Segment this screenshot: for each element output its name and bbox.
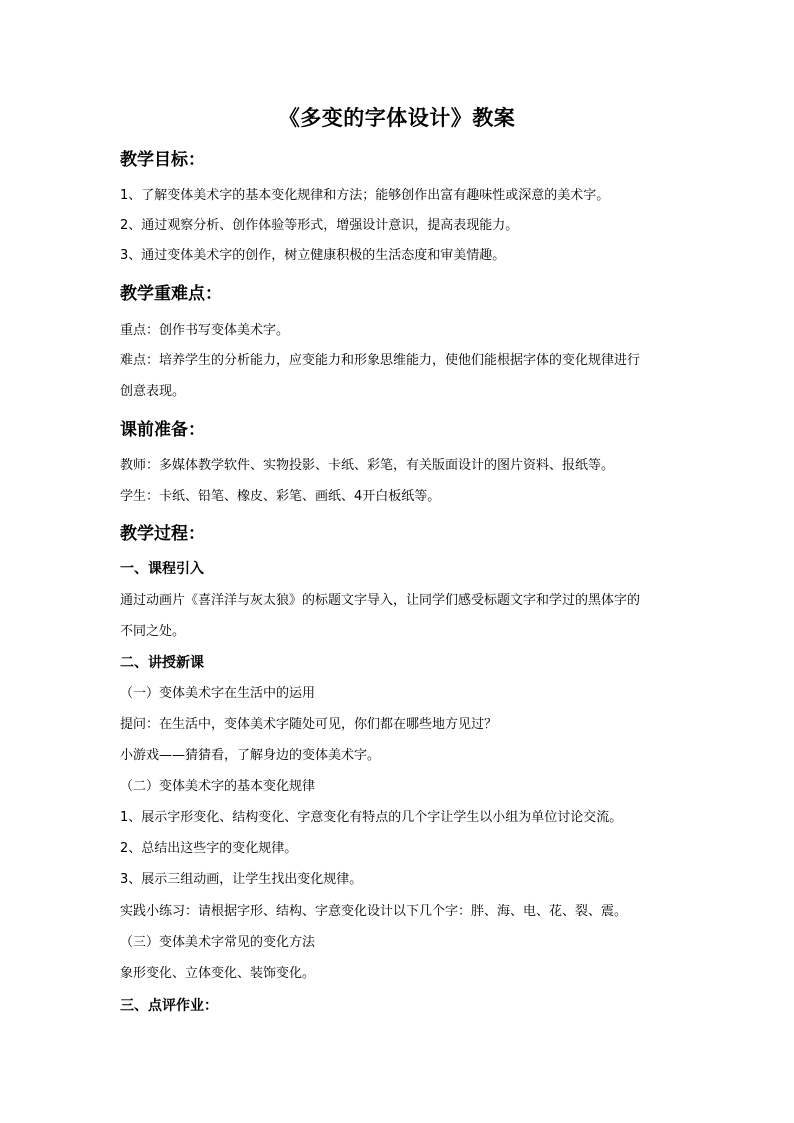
part1-line-1: 通过动画片《喜洋洋与灰太狼》的标题文字导入，让同学们感受标题文字和学过的黑体字的: [120, 593, 641, 608]
part2-question: 提问：在生活中，变体美术字随处可见，你们都在哪些地方见过？: [120, 717, 498, 732]
part2-step-2: 2、总结出这些字的变化规律。: [120, 841, 298, 856]
heading-preparation: 课前准备：: [120, 420, 205, 440]
part1-heading: 一、课程引入: [120, 561, 204, 577]
heading-key-points: 教学重难点：: [120, 284, 222, 304]
heading-objectives: 教学目标：: [120, 150, 205, 170]
key-point-difficulty: 难点：培养学生的分析能力，应变能力和形象思维能力，使他们能根据字体的变化规律进行: [120, 353, 641, 368]
part2-game: 小游戏——猜猜看，了解身边的变体美术字。: [120, 748, 381, 763]
part1-line-2: 不同之处。: [120, 624, 186, 639]
part2-step-1: 1、展示字形变化、结构变化、字意变化有特点的几个字让学生以小组为单位讨论交流。: [120, 810, 623, 825]
part3-heading: 三、点评作业：: [120, 998, 218, 1014]
objective-item-3: 3、通过变体美术字的创作，树立健康积极的生活态度和审美情趣。: [120, 248, 506, 263]
part2-methods: 象形变化、立体变化、装饰变化。: [120, 966, 316, 981]
part2-sub-2: （二）变体美术字的基本变化规律: [120, 779, 316, 794]
preparation-teacher: 教师：多媒体教学软件、实物投影、卡纸、彩笔，有关版面设计的图片资料、报纸等。: [120, 458, 615, 473]
objective-item-1: 1、了解变体美术字的基本变化规律和方法；能够创作出富有趣味性或深意的美术字。: [120, 188, 610, 203]
document-title: 《多变的字体设计》教案: [278, 106, 516, 130]
part2-step-3: 3、展示三组动画，让学生找出变化规律。: [120, 872, 363, 887]
preparation-student: 学生：卡纸、铅笔、橡皮、彩笔、画纸、4开白板纸等。: [120, 489, 441, 504]
key-point-focus: 重点：创作书写变体美术字。: [120, 323, 290, 338]
key-point-difficulty-cont: 创意表现。: [120, 384, 186, 399]
part2-sub-3: （三）变体美术字常见的变化方法: [120, 935, 316, 950]
part2-sub-1: （一）变体美术字在生活中的运用: [120, 686, 316, 701]
part2-heading: 二、讲授新课: [120, 655, 204, 671]
heading-process: 教学过程：: [120, 524, 205, 544]
objective-item-2: 2、通过观察分析、创作体验等形式，增强设计意识，提高表现能力。: [120, 218, 519, 233]
part2-practice: 实践小练习：请根据字形、结构、字意变化设计以下几个字：胖、海、电、花、裂、震。: [120, 904, 628, 919]
